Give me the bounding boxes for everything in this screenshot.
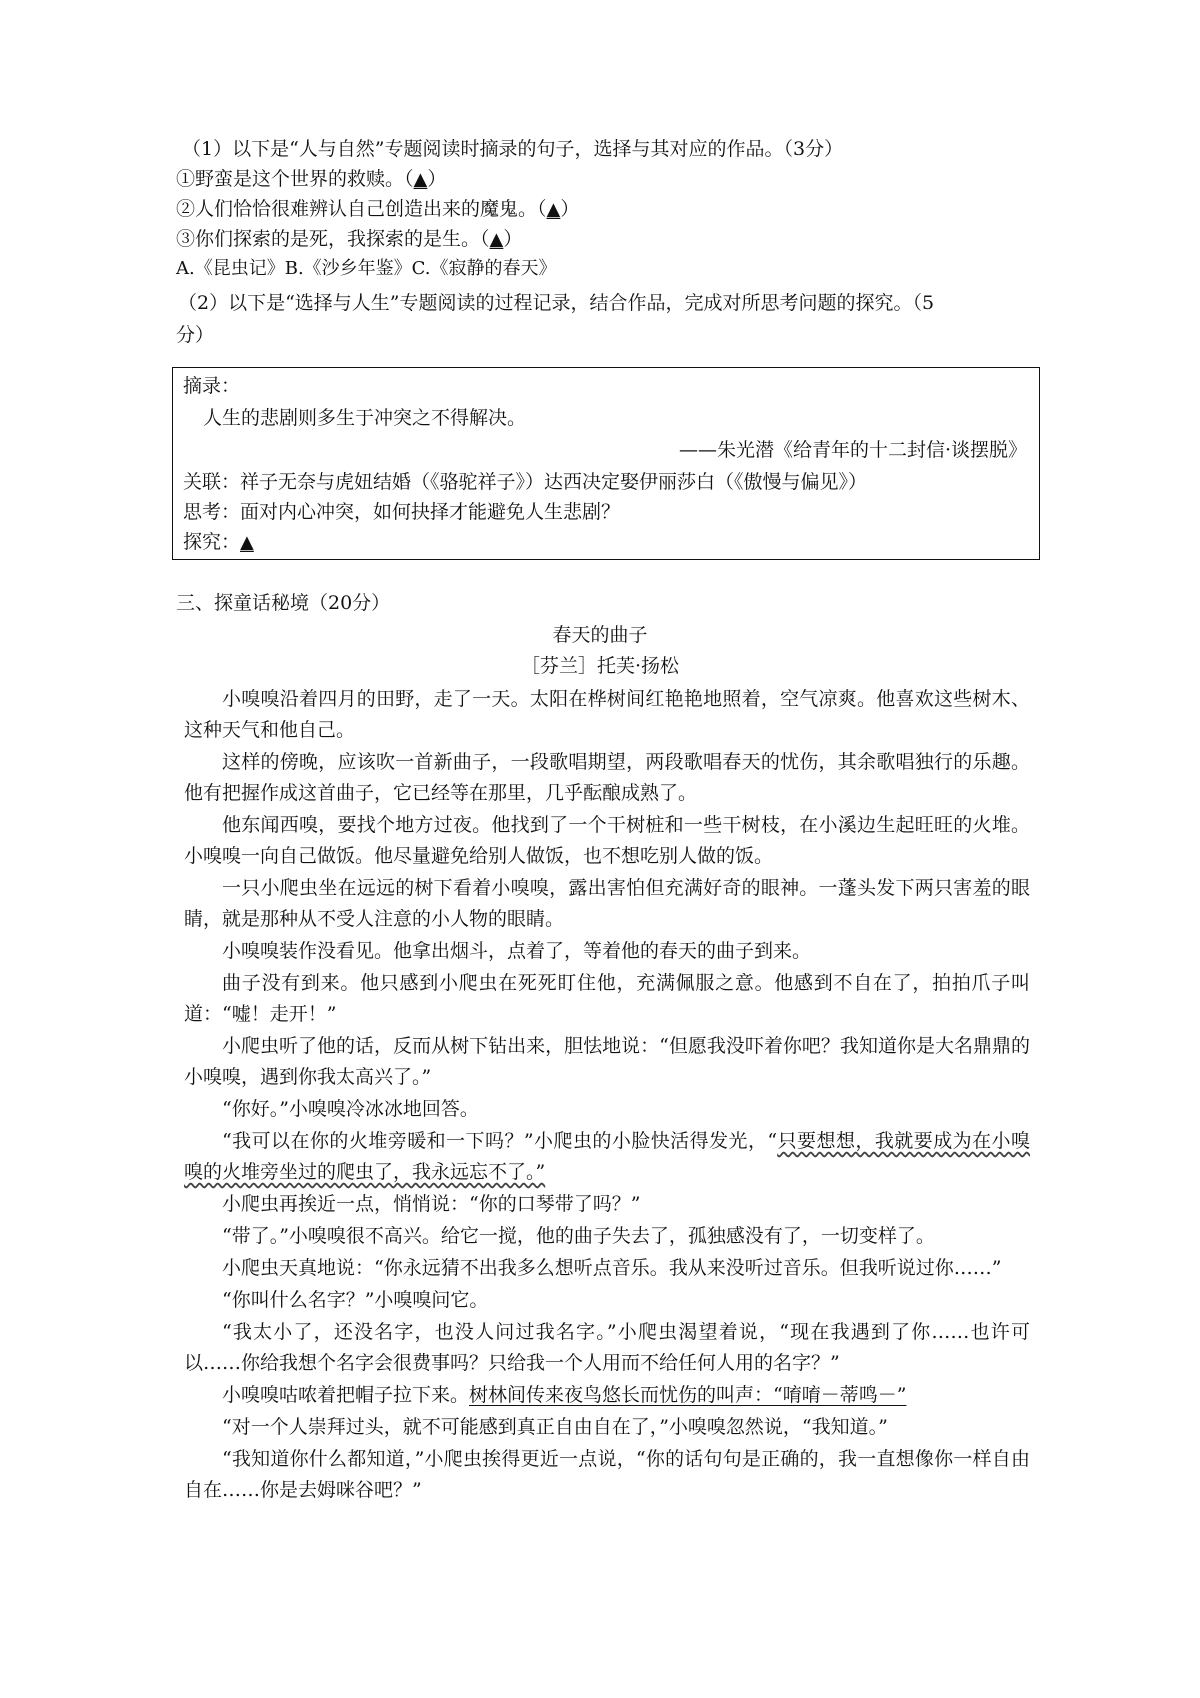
underlined-sentence: 树林间传来夜鸟悠长而忧伤的叫声：“唷唷－蒂鸣－” — [469, 1384, 907, 1406]
answer-blank-triangle-icon[interactable]: ▲ — [546, 199, 561, 220]
story-paragraph: “你叫什么名字？”小嗅嗅问它。 — [222, 1289, 489, 1311]
story-paragraph: “对一个人崇拜过头，就不可能感到真正自由自在了，”小嗅嗅忽然说，“我知道。” — [222, 1416, 888, 1438]
story-body — [184, 684, 1030, 1507]
sentence-1-close: ） — [427, 168, 447, 190]
story-paragraph — [184, 1380, 1030, 1411]
story-paragraph: 一只小爬虫坐在远远的树下看着小嗅嗅，露出害怕但充满好奇的眼神。一蓬头发下两只害羞的眼睛，就是那种从不受人注意的小人物的眼睛。 — [184, 877, 1030, 930]
story-paragraph: 小嗅嗅沿着四月的田野，走了一天。太阳在桦树间红艳艳地照着，空气凉爽。他喜欢这些树木、这种天气和他自己。 — [184, 688, 1030, 741]
section-3-heading: 三、探童话秘境（20分） — [176, 592, 391, 614]
sentence-1-text: ①野蛮是这个世界的救赎。（ — [176, 168, 414, 190]
sentence-1 — [176, 164, 446, 195]
answer-blank-triangle-icon[interactable]: ▲ — [489, 229, 504, 250]
answer-options: A.《昆虫记》B.《沙乡年鉴》C.《寂静的春天》 — [176, 258, 557, 279]
thinking-line: 思考：面对内心冲突，如何抉择才能避免人生悲剧？ — [183, 501, 621, 523]
story-paragraph: 小爬虫听了他的话，反而从树下钻出来，胆怯地说：“但愿我没吓着你吧？我知道你是大名鼎鼎的小嗅嗅，遇到你我太高兴了。” — [184, 1035, 1030, 1088]
question-2-prompt-line-1: （2）以下是“选择与人生”专题阅读的过程记录，结合作品，完成对所思考问题的探究。（5 — [178, 292, 935, 314]
story-paragraph: “我知道你什么都知道，”小爬虫挨得更近一点说，“你的话句句是正确的，我一直想像你一样自由自在……你是去姆咪谷吧？” — [184, 1448, 1030, 1501]
exploration-line — [183, 527, 254, 558]
relation-line: 关联：祥子无奈与虎妞结婚（《骆驼祥子》）达西决定娶伊丽莎白（《傲慢与偏见》） — [183, 471, 868, 493]
story-paragraph: 曲子没有到来。他只感到小爬虫在死死盯住他，充满佩服之意。他感到不自在了，拍拍爪子叫道：“嘘！走开！” — [184, 972, 1030, 1025]
story-paragraph: “带了。”小嗅嗅很不高兴。给它一搅，他的曲子失去了，孤独感没有了，一切变样了。 — [222, 1225, 935, 1247]
story-paragraph: 小爬虫天真地说：“你永远猜不出我多么想听点音乐。我从来没听过音乐。但我听说过你……” — [222, 1257, 1002, 1279]
excerpt-label: 摘录： — [183, 375, 241, 397]
paragraph-text: 小嗅嗅咕哝着把帽子拉下来。 — [222, 1384, 470, 1406]
wavy-underlined-sentence: 只要想想，我就要成为在小嗅嗅的火堆旁坐过的爬虫了，我永远忘不了。” — [184, 1130, 1030, 1183]
story-author: ［芬兰］托芙·扬松 — [520, 655, 680, 677]
sentence-2 — [176, 194, 579, 225]
question-1-prompt: （1）以下是“人与自然”专题阅读时摘录的句子，选择与其对应的作品。（3分） — [182, 138, 844, 160]
sentence-2-text: ②人们恰恰很难辨认自己创造出来的魔鬼。（ — [176, 198, 547, 220]
answer-blank-triangle-icon[interactable]: ▲ — [413, 169, 428, 190]
sentence-2-close: ） — [560, 198, 580, 220]
story-paragraph: “我太小了，还没名字，也没人问过我名字。”小爬虫渴望着说，“现在我遇到了你……也许可以……你给我想个名字会很费事吗？只给我一个人用而不给任何人用的名字？” — [184, 1321, 1030, 1374]
paragraph-text: “我可以在你的火堆旁暖和一下吗？”小爬虫的小脸快活得发光，“ — [222, 1130, 778, 1152]
story-title: 春天的曲子 — [552, 624, 648, 646]
story-paragraph: 小爬虫再挨近一点，悄悄说：“你的口琴带了吗？” — [222, 1193, 641, 1215]
exploration-label: 探究： — [183, 531, 241, 553]
excerpt-quote: 人生的悲剧则多生于冲突之不得解决。 — [203, 407, 527, 429]
reading-record-box — [172, 367, 1040, 560]
excerpt-source: ——朱光潜《给青年的十二封信·谈摆脱》 — [678, 439, 1027, 461]
story-paragraph — [184, 1126, 1030, 1188]
story-paragraph: “你好。”小嗅嗅冷冰冰地回答。 — [222, 1098, 479, 1120]
story-paragraph: 这样的傍晚，应该吹一首新曲子，一段歌唱期望，两段歌唱春天的忧伤，其余歌唱独行的乐趣。他有把握作成这首曲子，它已经等在那里，几乎酝酿成熟了。 — [184, 751, 1030, 804]
story-paragraph: 小嗅嗅装作没看见。他拿出烟斗，点着了，等着他的春天的曲子到来。 — [222, 940, 812, 962]
answer-blank-triangle-icon[interactable]: ▲ — [240, 532, 254, 553]
sentence-3-text: ③你们探索的是死，我探索的是生。（ — [176, 228, 490, 250]
story-paragraph: 他东闻西嗅，要找个地方过夜。他找到了一个干树桩和一些干树枝，在小溪边生起旺旺的火堆。小嗅嗅一向自己做饭。他尽量避免给别人做饭，也不想吃别人做的饭。 — [184, 814, 1030, 867]
question-2-prompt-line-2: 分） — [176, 324, 215, 346]
sentence-3 — [176, 224, 522, 255]
sentence-3-close: ） — [503, 228, 523, 250]
